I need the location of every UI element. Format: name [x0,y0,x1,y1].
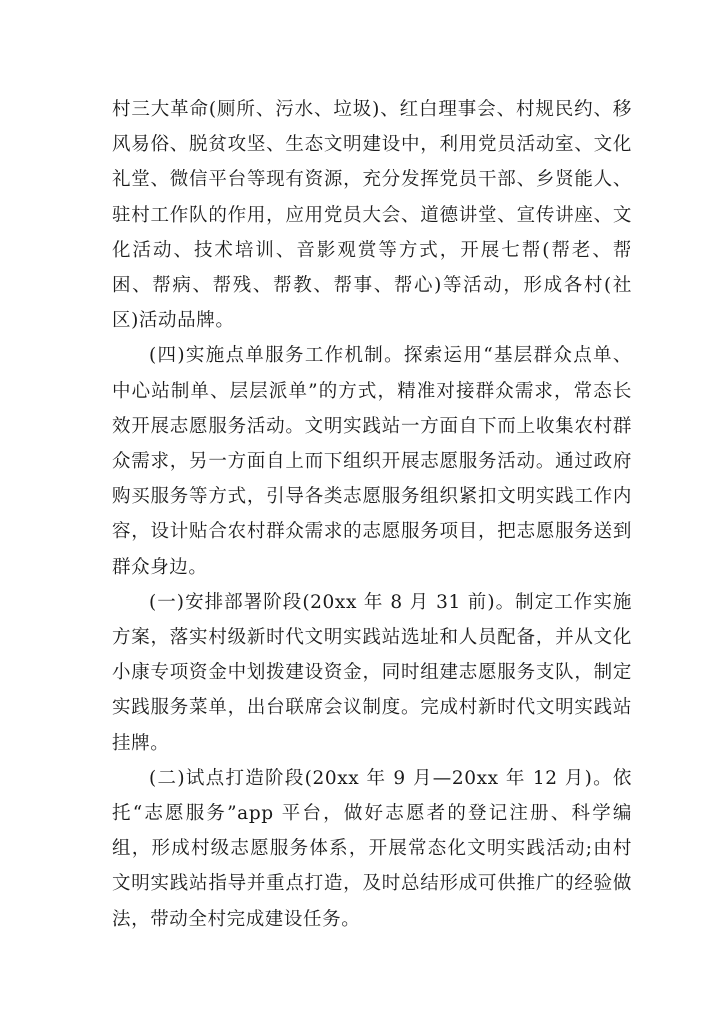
paragraph-pilot-stage: (二)试点打造阶段(20xx 年 9 月—20xx 年 12 月)。依托“志愿服务”app 平台，做好志愿者的登记注册、科学编组，形成村级志愿服务体系，开展常态化文明实践活动;由村文明实践站指导并重点打造，及时总结形成可供推广的经验做法，带动全村完成建设任务。 [112,767,632,930]
paragraph-order-service-mechanism: (四)实施点单服务工作机制。探索运用“基层群众点单、中心站制单、层层派单”的方式，精准对接群众需求，常态长效开展志愿服务活动。文明实践站一方面自下而上收集农村群众需求，另一方面自上而下组织开展志愿服务活动。通过政府购买服务等方式，引导各类志愿服务组织紧扣文明实践工作内容，设计贴合农村群众需求的志愿服务项目，把志愿服务送到群众身边。 [112,345,632,578]
document-body [112,92,632,937]
paragraph-deployment-stage: (一)安排部署阶段(20xx 年 8 月 31 前)。制定工作实施方案，落实村级新时代文明实践站选址和人员配备，并从文化小康专项资金中划拨建设资金，同时组建志愿服务支队，制定实践服务菜单，出台联席会议制度。完成村新时代文明实践站挂牌。 [112,591,632,754]
paragraph-revolution-activities: 村三大革命(厕所、污水、垃圾)、红白理事会、村规民约、移风易俗、脱贫攻坚、生态文明建设中，利用党员活动室、文化礼堂、微信平台等现有资源，充分发挥党员干部、乡贤能人、驻村工作队的作用，应用党员大会、道德讲堂、宣传讲座、文化活动、技术培训、音影观赏等方式，开展七帮(帮老、帮困、帮病、帮残、帮教、帮事、帮心)等活动，形成各村(社区)活动品牌。 [112,99,632,332]
